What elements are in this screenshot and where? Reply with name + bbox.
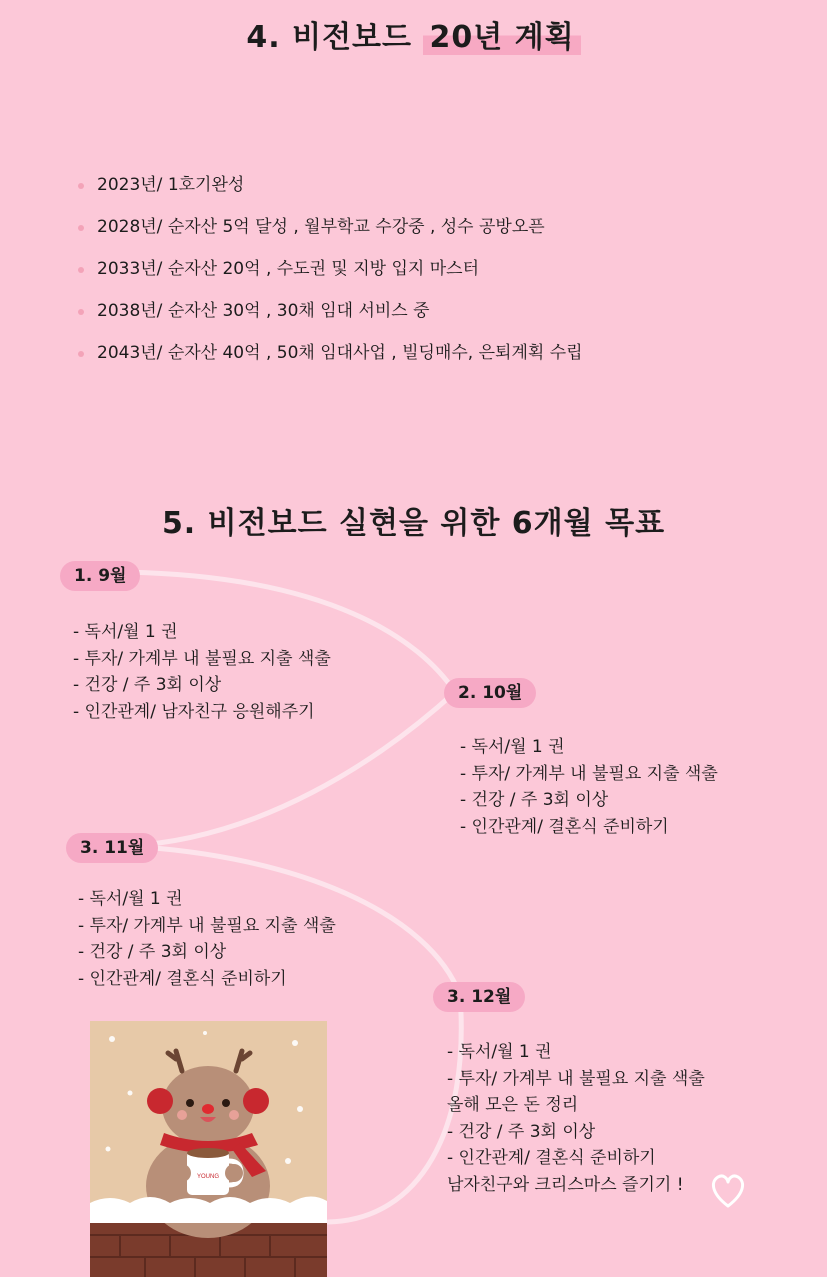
- section-4-title-prefix: 4. 비전보드: [246, 20, 424, 55]
- goal-item: - 투자/ 가계부 내 불필요 지출 색출: [447, 1068, 705, 1089]
- month-3-goals: [78, 886, 336, 992]
- goal-item: - 건강 / 주 3회 이상: [78, 942, 227, 962]
- plan-item: 2038년/ 순자산 30억 , 30채 임대 서비스 중: [75, 296, 583, 338]
- section-5-title: 5. 비전보드 실현을 위한 6개월 목표: [161, 506, 666, 541]
- goal-item: - 인간관계/ 남자친구 응원해주기: [73, 701, 315, 722]
- month-4-goals: [447, 1039, 705, 1198]
- goal-item: - 투자/ 가계부 내 불필요 지출 색출: [460, 763, 718, 784]
- goal-item: - 건강 / 주 3회 이상: [73, 675, 222, 695]
- goal-item: - 인간관계/ 결혼식 준비하기: [78, 968, 287, 989]
- goal-item: 남자친구와 크리스마스 즐기기 !: [447, 1174, 684, 1195]
- goal-item: - 독서/월 1 권: [73, 622, 178, 642]
- heart-icon: [706, 1168, 750, 1212]
- goal-item: - 건강 / 주 3회 이상: [447, 1121, 596, 1142]
- plan-item: 2043년/ 순자산 40억 , 50채 임대사업 , 빌딩매수, 은퇴계획 수립: [75, 338, 583, 380]
- reindeer-quokka-illustration: [90, 1021, 327, 1277]
- goal-item: - 인간관계/ 결혼식 준비하기: [460, 816, 669, 837]
- goal-item: - 투자/ 가계부 내 불필요 지출 색출: [73, 648, 331, 669]
- goal-item: - 독서/월 1 권: [78, 889, 183, 909]
- goal-item: - 독서/월 1 권: [447, 1042, 552, 1062]
- goal-item: - 인간관계/ 결혼식 준비하기: [447, 1148, 656, 1168]
- month-2-goals: [460, 734, 718, 840]
- month-pill-2: 2. 10월: [444, 678, 536, 708]
- goal-item: - 투자/ 가계부 내 불필요 지출 색출: [78, 915, 336, 936]
- month-pill-4: 3. 12월: [433, 982, 525, 1012]
- goal-item: 올해 모은 돈 정리: [447, 1095, 579, 1115]
- section-4-title-highlight: 20년 계획: [423, 20, 580, 55]
- plan-item: 2033년/ 순자산 20억 , 수도권 및 지방 입지 마스터: [75, 254, 583, 296]
- month-pill-1: 1. 9월: [60, 561, 140, 591]
- plan-item: 2028년/ 순자산 5억 달성 , 월부학교 수강중 , 성수 공방오픈: [75, 212, 583, 254]
- month-pill-3: 3. 11월: [66, 833, 158, 863]
- goal-item: - 건강 / 주 3회 이상: [460, 790, 609, 810]
- month-1-goals: [73, 619, 331, 725]
- plan-item: 2023년/ 1호기완성: [75, 170, 583, 212]
- mug-label: YOUNG: [196, 1174, 220, 1180]
- goal-item: - 독서/월 1 권: [460, 737, 565, 757]
